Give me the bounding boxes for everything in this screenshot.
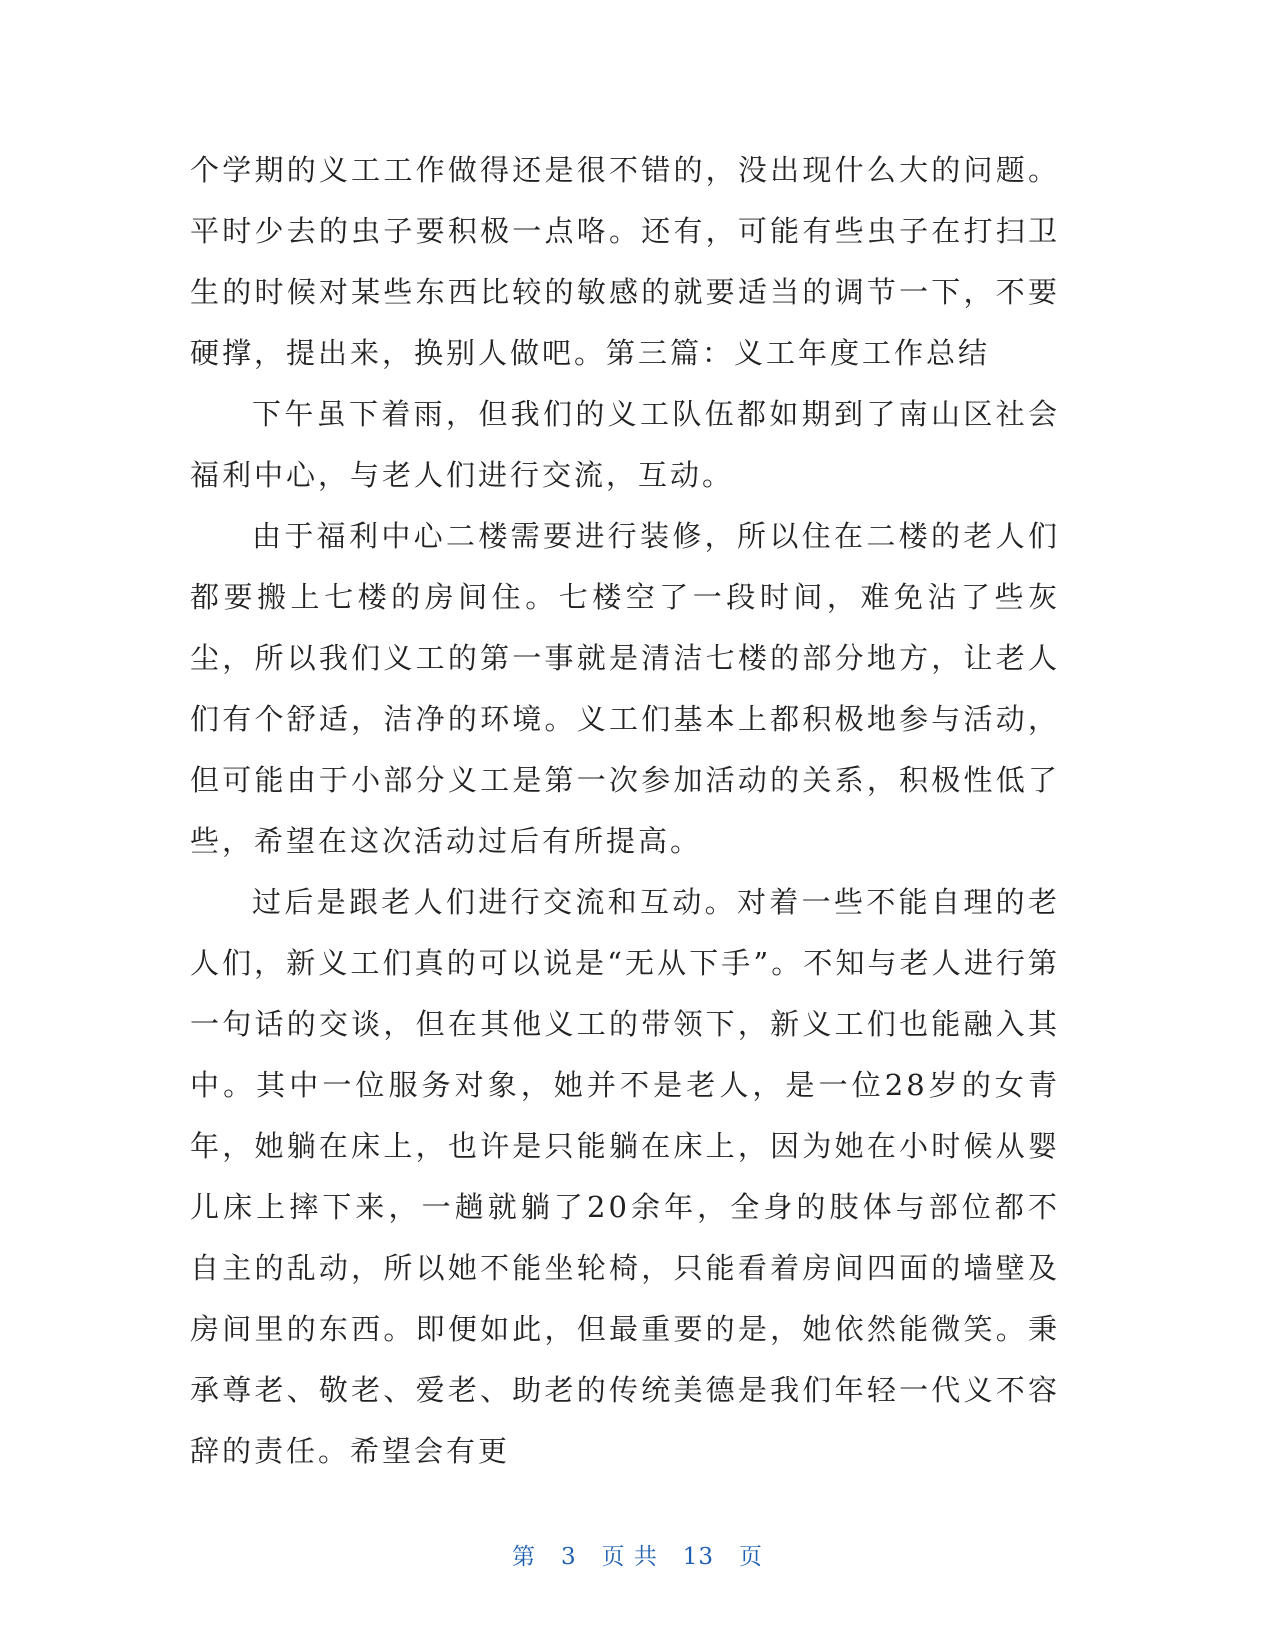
- page-suffix: 页: [738, 1544, 763, 1570]
- page-footer: [0, 1538, 1275, 1571]
- paragraph-2: 下午虽下着雨，但我们的义工队伍都如期到了南山区社会福利中心，与老人们进行交流，互动。: [190, 397, 1060, 492]
- paragraph-1: 个学期的义工工作做得还是很不错的，没出现什么大的问题。平时少去的虫子要积极一点咯。还有，可能有些虫子在打扫卫生的时候对某些东西比较的敏感的就要适当的调节一下，不要硬撑，提出来，换别人做吧。第三篇：义工年度工作总结: [190, 153, 1060, 370]
- total-pages-number: 13: [682, 1544, 715, 1570]
- paragraph-3: 由于福利中心二楼需要进行装修，所以住在二楼的老人们都要搬上七楼的房间住。七楼空了一段时间，难免沾了些灰尘，所以我们义工的第一事就是清洁七楼的部分地方，让老人们有个舒适，洁净的环境。义工们基本上都积极地参与活动，但可能由于小部分义工是第一次参加活动的关系，积极性低了些，希望在这次活动过后有所提高。: [190, 519, 1060, 858]
- paragraph-4: 过后是跟老人们进行交流和互动。对着一些不能自理的老人们，新义工们真的可以说是“无从下手”。不知与老人进行第一句话的交谈，但在其他义工的带领下，新义工们也能融入其中。其中一位服务对象，她并不是老人，是一位28岁的女青年，她躺在床上，也许是只能躺在床上，因为她在小时候从婴儿床上摔下来，一趟就躺了20余年，全身的肢体与部位都不自主的乱动，所以她不能坐轮椅，只能看着房间四面的墙壁及房间里的东西。即便如此，但最重要的是，她依然能微笑。秉承尊老、敬老、爱老、助老的传统美德是我们年轻一代义不容辞的责任。希望会有更: [190, 885, 1060, 1468]
- page-mid-label: 页 共: [601, 1544, 658, 1570]
- document-body: [190, 140, 1060, 1482]
- page-prefix: 第: [512, 1544, 536, 1570]
- current-page-number: 3: [560, 1544, 577, 1570]
